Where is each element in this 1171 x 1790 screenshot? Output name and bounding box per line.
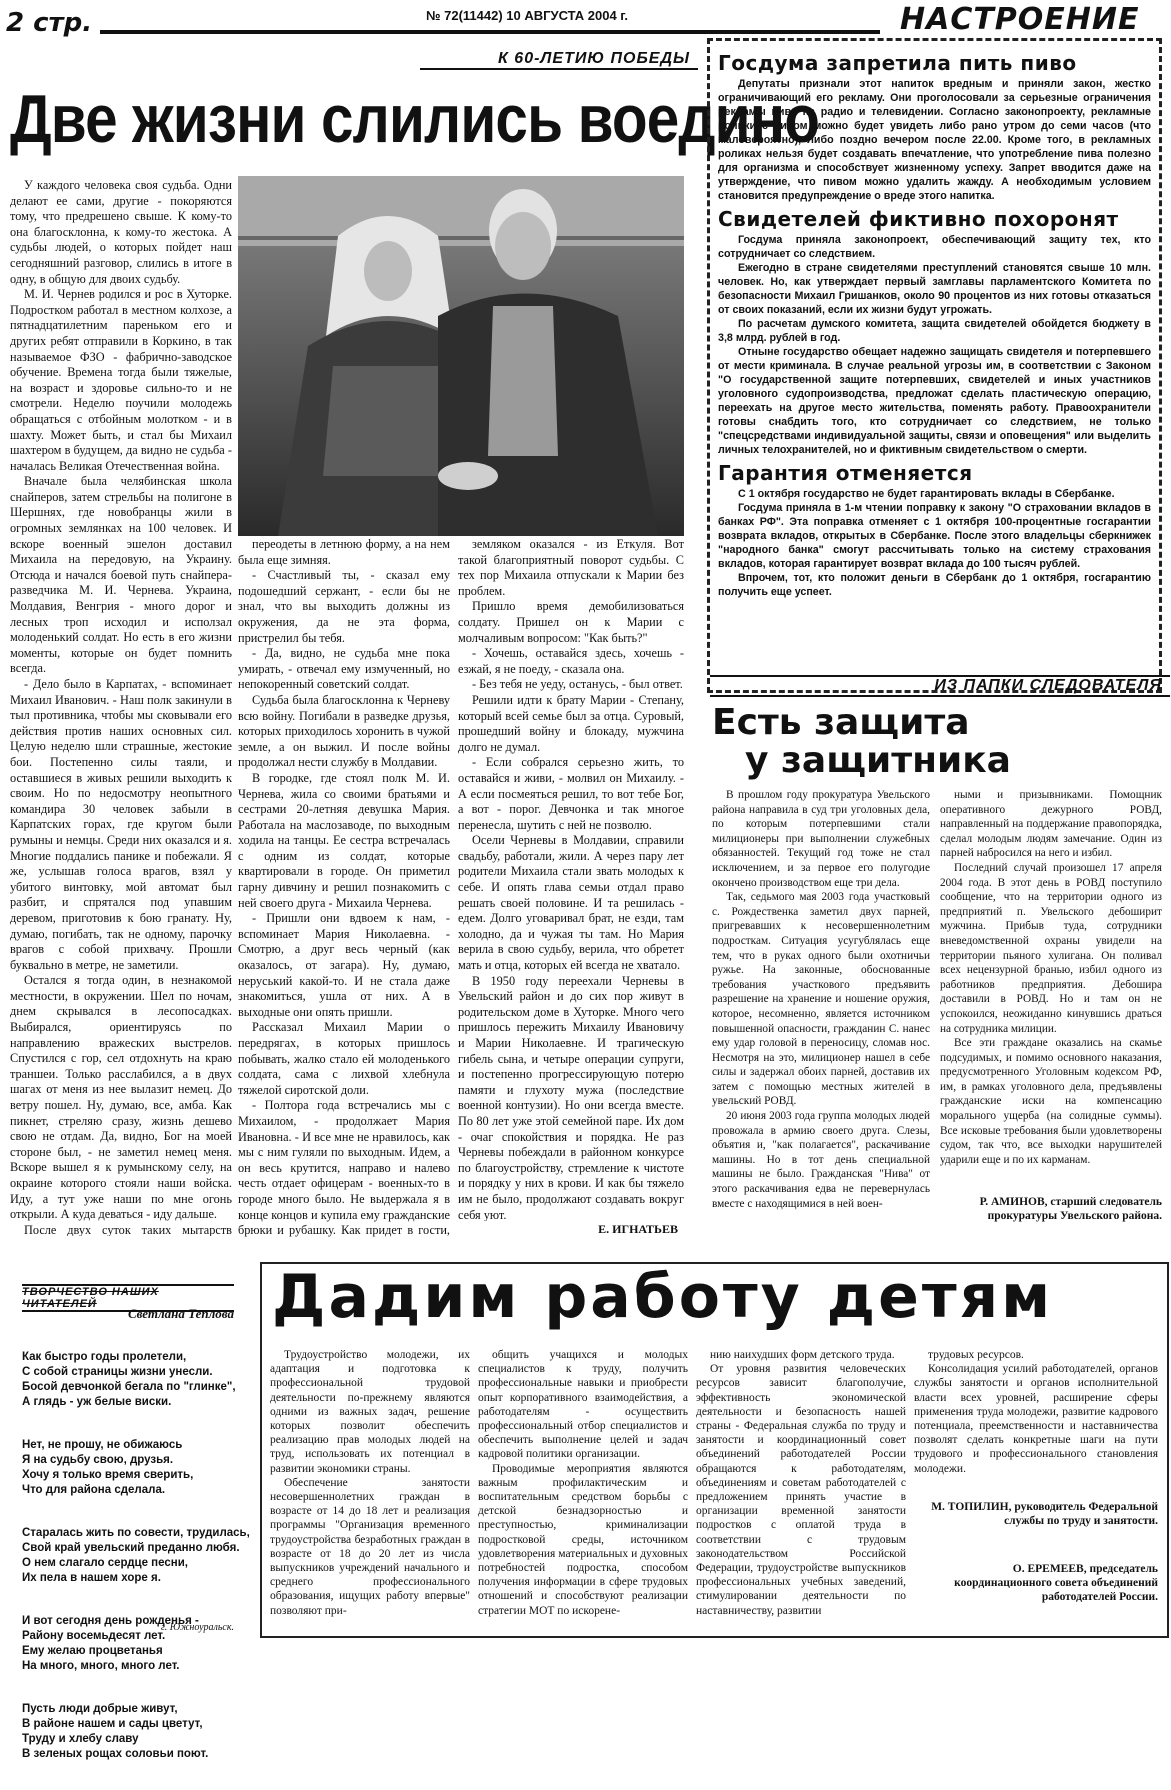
photo-elderly-couple xyxy=(238,176,684,536)
paragraph: С 1 октября государство не будет гарантировать вклады в Сбербанке. xyxy=(738,488,1115,500)
paragraph: Пришло время демобилизоваться солдату. Пришел он к Марии с молчаливым вопросом: "Как быть?" xyxy=(458,599,684,645)
news-headline-guarantee: Гарантия отменяется xyxy=(718,461,973,485)
work-headline: Дадим работу детям xyxy=(272,1262,1054,1332)
investigator-col-2 xyxy=(940,788,1162,1193)
poem-text xyxy=(22,1332,252,1790)
main-col-1 xyxy=(10,178,232,1236)
news-box xyxy=(707,38,1162,693)
paragraph: По расчетам думского комитета, защита свидетелей обойдется бюджету в 3,8 млрд. рублей в год. xyxy=(718,318,1151,344)
issue-line: № 72(11442) 10 АВГУСТА 2004 г. xyxy=(420,8,634,23)
paragraph: Осели Черневы в Молдавии, справили свадьбу, работали, жили. А через пару лет родители Михаила стали звать молодых к себе. И опять глава семьи отдал право решать своей половине. И та решилась - едем. Долго уговаривал брат, не езди, там холодно, да и чужая ты там. Но Мария верила в свою судьбу, верила, что обретет мать и отца, которых ей всегда не хватало. xyxy=(458,833,684,973)
main-rubric: К 60-ЛЕТИЮ ПОБЕДЫ xyxy=(420,50,698,70)
investigator-title-2: у защитника xyxy=(745,740,1011,781)
paragraph: - Да, видно, не судьба мне пока умирать, - отвечал ему измученный, но непокоренный советский солдат. xyxy=(238,646,450,692)
paragraph: - Без тебя не уеду, останусь, - был ответ. xyxy=(472,677,683,692)
paragraph: Последний случай произошел 17 апреля 2004 года. В этот день в РОВД поступило сообщение, что на территории одного из предприятий п. Увельского дебоширит мужчина. Прибыв туда, сотрудники вневедомственной охраны увидели на территории пьяного хулигана. Он поливал всех нецензурной бранью, избил одного из работников предприятия. Дебошира доставили в РОВД. Но и там он не успокоился, неожиданно кинувшись драться на сотрудника милиции. xyxy=(940,861,1162,1035)
paragraph: В городке, где стоял полк М. И. Чернева, жила со своими братьями и сестрами 20-летняя девушка Мария. Работала на маслозаводе, по выходным ходила на танцы. Ее сестра встречалась с одним из солдат, которые квартировали в городе. Он приметил гарну дивчину и решил познакомить с ней своего друга - Михаила Чернева. xyxy=(238,770,450,910)
work-col-4 xyxy=(914,1348,1158,1498)
page-number: 2 стр. xyxy=(6,8,93,38)
paragraph: Так, седьмого мая 2003 года участковый с. Рождественка заметил двух парней, пригревавших к несовершеннолетним подросткам. Ситуация усугублялась еще тем, что в руках одного были охотничьи ружье. На законные, обоснованные требования участкового предъявить разрешение на хранение и ношение оружия, которое, несомненно, является источником повышенной опасности, гражданин С. нанес ему удар головой в переносицу, сломав нос. Несмотря на это, милиционер нашел в себе силы и задержал обоих парней, доставив их затем с помощью местных жителей в увельский РОВД. xyxy=(712,891,930,1108)
paragraph: Судьба была благосклонна к Черневу всю войну. Погибали в разведке друзья, которых приходилось хоронить в чужой земле, а он выжил. И после войны продолжал нести службу в Молдавии. xyxy=(238,692,450,770)
poem-rubric: ТВОРЧЕСТВО НАШИХ ЧИТАТЕЛЕЙ xyxy=(22,1284,234,1312)
work-signature-2: О. ЕРЕМЕЕВ, председатель координационного совета объединений работодателей России. xyxy=(954,1563,1158,1603)
main-col-3 xyxy=(458,537,684,1221)
investigator-rubric: ИЗ ПАПКИ СЛЕДОВАТЕЛЯ xyxy=(710,675,1170,697)
photo-illustration xyxy=(238,176,684,536)
investigator-signature: Р. АМИНОВ, старший следователь прокуратуры Увельского района. xyxy=(979,1196,1162,1222)
paragraph: После двух суток таких мытарств xyxy=(24,1222,232,1236)
news-headline-beer: Госдума запретила пить пиво xyxy=(718,51,1077,75)
paragraph: Рассказал Михаил Марии о передрягах, в которых пришлось побывать, жалко стало ей молоденького солдата, сама с лихвой хлебнула тяжелой сиротской доли. xyxy=(238,1020,450,1097)
header-rule xyxy=(100,30,880,34)
poem-author: Светлана Теплова xyxy=(127,1306,234,1321)
poem-stanza: Пусть люди добрые живут, В районе нашем и сады цветут, Труду и хлебу славу В зеленых рощах соловьи поют. xyxy=(22,1703,209,1760)
work-col-3 xyxy=(696,1348,906,1632)
paragraph: От уровня развития человеческих ресурсов зависит благополучие, эффективность экономической деятельности и безопасность нашей страны - Федеральная служба по труду и занятости и координационный совет объединений работодателей России обращаются к работодателям, объединениям и советам работодателей с предложением принять участие в организации временной занятости подростков с оплатой труда в соответствии с трудовым законодательством Российской Федерации, трудоустройстве выпускников профессиональных учебных заведений, стимулировании деятельности по наставничеству, развитии xyxy=(696,1363,906,1617)
paragraph: В 1950 году переехали Черневы в Увельский район и до сих пор живут в родительском доме в Хуторке. Много чего пришлось пережить Михаилу Ивановичу и Марии Николаевне. И трагическую гибель сына, и четыре операции супруги, и постепенно прогрессирующую потерю памяти и глухоту мужа (последствие военной контузии). Но они всегда вместе. По 80 лет уже этой семейной паре. Их дом - очаг спокойствия и порядка. Не раз Черневы побеждали в районном конкурсе по благоустройству, стремление к чистоте и порядку у них в крови. И как бы тяжело им не было, продолжают создавать вокруг себя уют. xyxy=(458,973,684,1221)
paragraph: Отныне государство обещает надежно защищать свидетеля и потерпевшего от мести криминала. В случае реальной угрозы им, в соответствии с Законом "О государственной защите потерпевших, свидетелей и иных участников уголовного судопроизводства, предложат сделать пластическую операцию, переехать на другое место жительства, поменять работу. Правоохранители готовы снабдить того, кто сотрудничает со следствием, не только "спецсредствами индивидуальной защиты, связи и оповещения" или выделить личных телохранителей, но и фиктивным свидетельством о смерти. xyxy=(718,346,1151,456)
poem-stanza: Нет, не прошу, не обижаюсь Я на судьбу свою, друзья. Хочу я только время сверить, Что для района сделала. xyxy=(22,1439,194,1496)
main-headline: Две жизни слились воедино xyxy=(10,81,820,157)
paragraph: Обеспечение занятости несовершеннолетних граждан в возрасте от 14 до 18 лет и реализация программы "Организация временного трудоустройства безработных граждан в возрасте от 18 до 20 лет из числа выпускников учреждений начального и среднего профессионального образования, ищущих работу впервые" позволяют при- xyxy=(270,1476,470,1617)
paragraph: Депутаты признали этот напиток вредным и приняли закон, жестко ограничивающий его рекламу. Они проголосовали за серьезные ограничения рекламы пива на радио и телевидении. Согласно законопроекту, рекламные ролики с пивом можно будет увидеть либо рано утром до семи часов (что маловероятно), либо поздно вечером после 22.00. Кроме того, в рекламных роликах нельзя будет создавать впечатление, что употребление пива полезно для организма и способствует жизненному успеху. Запрет вводится даже на утверждение, что пивом можно удалить жажду. А необходимым условием становится предупреждение о вреде этого напитка. xyxy=(718,78,1151,202)
paragraph: Решили идти к брату Марии - Степану, который всей семье был за отца. Суровый, прошедший войну и блокаду, мужчина долго не думал. xyxy=(458,692,684,754)
paragraph: Госдума приняла в 1-м чтении поправку к закону "О страховании вкладов в банках РФ". Эта поправка отменяет с 1 октября 100-процентные госгарантии возврата вкладов, открытых в Сбербанке. После этого владельцы сберкнижек "народного банка" смогут рассчитывать только на систему страхования вкладов, которая гарантирует возврат вклада до 100 тысяч рублей. xyxy=(718,502,1151,570)
paragraph: общить учащихся и молодых специалистов к труду, получить профессиональные навыки и приобрести опыт корпоративного взаимодействия, а работодателям - осуществить профессиональный отбор специалистов и обеспечить выполнение целей и задач кадровой политики организации. xyxy=(478,1349,688,1461)
main-author: Е. ИГНАТЬЕВ xyxy=(598,1222,678,1236)
work-col-1 xyxy=(270,1348,470,1632)
paragraph: Трудоустройство молодежи, их адаптация и подготовка к профессиональной трудовой деятельности по-прежнему являются одними из важных задач, решение которых позволит обеспечить реализацию прав молодых людей на труд, использовать их потенциал в развитии экономики страны. xyxy=(270,1349,470,1475)
paragraph: Все эти граждане оказались на скамье подсудимых, и помимо основного наказания, предусмотренного Уголовным кодексом РФ, им, в рамках уголовного дела, предъявлены гражданские иски на компенсацию морального ущерба (на солидные суммы). Все исковые требования были удовлетворены судом, так что, все выходки нарушителей ударили еще и по их карманам. xyxy=(940,1037,1162,1166)
poem-stanza: И вот сегодня день рожденья - Району восемьдесят лет. Ему желаю процветанья На много, много, много лет. xyxy=(22,1615,199,1672)
paragraph: - Полтора года встречались мы с Михаилом, - продолжает Мария Ивановна. - И все мне не нравилось, как мы с ним гуляли по выходным. Идем, а он весь крутится, направо и налево честь отдает офицерам - военных-то в городе много было. Не выдержала я в конце концов и купила ему гражданские брюки и рубашку. Как придет в гости, xyxy=(238,1098,450,1237)
section-title: НАСТРОЕНИЕ xyxy=(900,2,1140,37)
paragraph: Проводимые мероприятия являются важным профилактическим и воспитательным средством борьбы с детской безнадзорностью и преступностью, криминализации подростковой среды, источником удовлетворения материальных и духовных потребностей подростка, способом получения информации в сфере трудовых отношений и способствуют реализации стратегии МОТ по искорене- xyxy=(478,1462,688,1617)
paragraph: нию наихудших форм детского труда. xyxy=(710,1349,895,1361)
paragraph: Ежегодно в стране свидетелями преступлений становятся свыше 10 млн. человек. Но, как утверждает первый замглавы парламентского Комитета по безопасности Михаил Гришанков, около 90 процентов из них готовы отказаться от своих показаний, если их жизни будут угрожать. xyxy=(718,262,1151,316)
paragraph: В прошлом году прокуратура Увельского района направила в суд три уголовных дела, по которым потерпевшими стали милиционеры при выполнении служебных обязанностей. Текущий год тоже не стал исключением, и за первое его полугодие окончено производством еще три дела. xyxy=(712,789,930,889)
paragraph: - Если собрался серьезно жить, то оставайся и живи, - молвил он Михаилу. - А если посмеяться решил, то вот тебе Бог, а вот - порог. Девчонка и так многое перенесла, шутить с ней не позволю. xyxy=(458,755,684,832)
paragraph: ными и призывниками. Помощник оперативного дежурного РОВД, направленный на поддержание правопорядка, сделал молодым людям замечание. Один из парней набросился на него и избил. xyxy=(940,789,1162,860)
paragraph: Вначале была челябинская школа снайперов, затем стрельбы на полигоне в Шершнях, где новобранцы жили в огромных землянках на 100 человек. И вскоре военный эшелон доставил Михаила на передовую, на Украину. Отсюда и начался боевой путь снайпера-разведчика М. И. Чернева. Украина, Молдавия, Венгрия - много дорог и лесных троп исходил и исползал молоденький солдат. Но есть в его жизни моменты, которые он будет помнить всегда. xyxy=(10,474,232,676)
paragraph: Госдума приняла законопроект, обеспечивающий защиту тех, кто сотрудничает со следствием. xyxy=(718,234,1151,260)
poem-place: г. Южноуральск. xyxy=(160,1622,234,1633)
paragraph: - Хочешь, оставайся здесь, хочешь - езжай, я не поеду, - сказала она. xyxy=(458,646,684,676)
paragraph: переодеты в летнюю форму, а на нем была еще зимняя. xyxy=(238,537,450,567)
investigator-title-1: Есть защита xyxy=(712,702,970,743)
news-headline-witness: Свидетелей фиктивно похоронят xyxy=(718,207,1119,231)
poem-stanza: Старалась жить по совести, трудилась, Свой край увельский преданно любя. О нем слагало сердце песни, Их пела в нашем хоре я. xyxy=(22,1527,250,1584)
work-col-2 xyxy=(478,1348,688,1632)
paragraph: - Пришли они вдвоем к нам, - вспоминает Мария Николаевна. - Смотрю, а друг весь черный (как оказалось, от загара). Ну, думаю, неруський какой-то. И не стала даже знакомиться, ушла от них. А в выходные они опять пришли. xyxy=(238,911,450,1019)
paragraph: Остался я тогда один, в незнакомой местности, в окружении. Шел по ночам, днем скрывался в лесопосадках. Выбирался, ориентируясь по направлению вражеских выстрелов. Спустился с гор, сел отдохнуть на краю траншеи. Только расслабился, а в двух шагах от меня из нее вылазит немец. До ветру пошел. Ну, думаю, все, амба. Как пикнет, стреляю сразу, жизнь дешево свою не отдам. Да, видно, Бог на моей стороне был, - не заметил немец меня. Вскоре вышел я к румынскому селу, на окраине которого стояли наши войска. Иду, а тут уже наши по мне огонь открыли. А куда деваться - иду дальше. xyxy=(10,973,232,1222)
paragraph: земляком оказался - из Еткуля. Вот такой благоприятный поворот судьбы. С тех пор Михаила отпускали к Марии без проблем. xyxy=(458,537,684,598)
paragraph: - Счастливый ты, - сказал ему подошедший сержант, - если бы не знал, что вы выходить должны из окружения, да не эта форма, пристрелил бы тебя. xyxy=(238,568,450,645)
paragraph: М. И. Чернев родился и рос в Хуторке. Подростком работал в местном колхозе, а пятнадцатилетним пареньком его и других ребят отправили в Коркино, в так называемое ФЗО - фабрично-заводское обучение. Времена тогда были тяжелые, на возраст и здоровье сильно-то и не смотрели. Неделю поучили молодежь обращаться с отбойным молотком - и в шахту. Может быть, и стал бы Михаил шахтером в будущем, да видно не судьба - началась Великая Отечественная война. xyxy=(10,287,232,473)
investigator-col-1 xyxy=(712,788,930,1248)
paragraph: Впрочем, тот, кто положит деньги в Сбербанк до 1 октября, госгарантию получить еще успеет. xyxy=(718,572,1151,598)
paragraph: трудовых ресурсов. xyxy=(928,1349,1024,1361)
paragraph: У каждого человека своя судьба. Одни делают ее сами, другие - покоряются тому, что предрешено свыше. К кому-то она благосклонна, к кому-то жестока. А судьбы людей, о которых пойдет наш сегодняшний разговор, слились в итоге в одну, в общую для двоих судьбу. xyxy=(10,178,232,286)
work-signature-1: М. ТОПИЛИН, руководитель Федеральной службы по труду и занятости. xyxy=(931,1501,1158,1527)
main-col-2 xyxy=(238,537,450,1237)
paragraph: - Дело было в Карпатах, - вспоминает Михаил Иванович. - Наш полк закинули в тыл противника, чтобы мы сковывали его действия против наших основных сил. Целую неделю шли страшные, жестокие бои. Постепенно силы таяли, и оставшиеся в живых решили выходить к своим. Но по недосмотру неопытного командира 30 человек забыли в Карпатских горах, где кругом были румыны и немцы. Среди них оказался и я. Многие поддались панике и побежали. Я же, услышав голоса врагов, взял у убитого винтовку, мой автомат был разбит, и спрятался под упавшим деревом, приготовив к бою гранату. Ну, думаю, погибать, так не одному, парочку врагов с собой прихвачу. Прошли буквально в метре, не заметили. xyxy=(10,677,232,972)
poem-stanza: Как быстро годы пролетели, С собой страницы жизни унесли. Босой девчонкой бегала по "глинке", А глядь - уж белые виски. xyxy=(22,1351,236,1408)
paragraph: 20 июня 2003 года группа молодых людей провожала в армию своего друга. Слезы, объятия и, "как полагается", раскачивание машины. Но в тот день специальной машины не было. Гражданская "Нива" от этого раскачивания едва не перевернулась вместе с находящимися в ней воен- xyxy=(712,1110,930,1210)
paragraph: Консолидация усилий работодателей, органов службы занятости и органов исполнительной власти всех уровней, расширение сферы применения труда молодежи, развитие кадрового потенциала, преемственности и наставничества позволят сделать конкретные шаги на пути трудового и профессионального становления молодежи. xyxy=(914,1363,1158,1475)
